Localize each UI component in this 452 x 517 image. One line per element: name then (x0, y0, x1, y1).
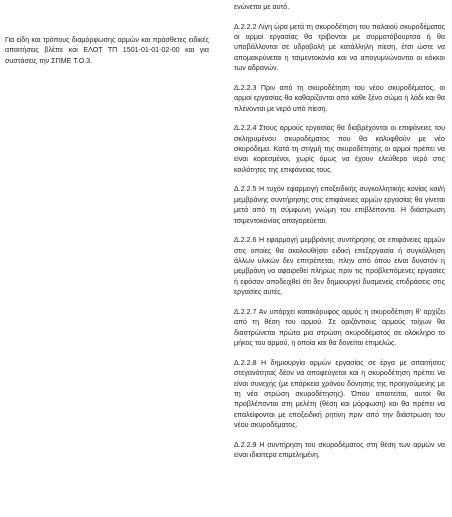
margin-note: Για είδη και τρόπους διαμόρφωσης αρμών και πρόσθετες ειδικές απαιτήσεις βλέπε και ΕΛΟΤ ΤΠ 1501-01-01-02-00 και για συστάσεις την ΣΠΜΕ Τ.Ο.3. (5, 36, 209, 65)
paragraph-d-2-2-9: Δ.2.2.9 Η συντήρηση του σκυροδέματος στη θέση των αρμών να είναι ιδιαίτερα επιμελημένη. (234, 440, 445, 460)
paragraph-d-2-2-2: Δ.2.2.2 Λίγη ώρα μετά τη σκυροδέτηση του παλαιού σκυροδέματος οι αρμοί εργασίας θα τρίβονται με συρματόβουρτσα ή θα υποβάλλονται σε υδροβολή με κατάλληλη πίεση, έτσι ώστε να απομακρύνεται η τσιμεντοκονία και να απογυμνώνονται οι κόκκοι των αδρανών. (234, 22, 445, 73)
paragraph-d-2-2-8: Δ.2.2.8 Η δημιουργία αρμών εργασίας σε έργα με απαιτήσεις στεγανότητας δέον να αποφεύγεται και η σκυροδέτηση πρέπει να είναι συνεχής (με επάρκεια χρόνου δόνησης της προηγούμενης με τη νέα στρώση σκυροδέτησης). Όπου απαιτείται, αυτοί θα προβλέπονται στη μελέτη (θέση και μόρφωση) και θα πρέπει να επαλείφονται με εποξειδική ρητίνη πριν από την διάστρωση του νέου σκυροδέματος. (234, 358, 445, 430)
paragraph-d-2-2-7: Δ.2.2.7 Αν υπάρχει κατακόρυφος αρμός η σκυροδέτηση θ' αρχίζει από τη θέση του αρμού. Σε οριζόντιους αρμούς τοίχων θα διαστρώνεται πρώτα μια στρώση σκυροδέματος σε ολόκληρο το μήκος του αρμού, η οποία και θα δονείται επιμελώς. (234, 307, 445, 348)
paragraph-continuation: ενώνεται με αυτό. (234, 3, 290, 11)
paragraph-d-2-2-3: Δ.2.2.3 Πριν από τη σκυροδέτηση του νέου σκυροδέματος, οι αρμοί εργασίας θα καθαρίζονται από κάθε ξένο σώμα ή λάδι και θα πλένονται με νερό υπό πίεση. (234, 83, 445, 113)
paragraph-d-2-2-4: Δ.2.2.4 Στους αρμούς εργασίας θα διαβρέχονται οι επιφάνειες του σκληρυμένου σκυροδέματος που θα καλυφθούν με νέο σκυρόδεμα. Κατά τη στιγμή της σκυροδέτησης οι αρμοί πρέπει να είναι κορεσμένοι, χωρίς όμως να έχουν ελεύθερο νερό στις κοιλότητες της επιφάνειας τους. (234, 124, 445, 174)
main-text-column (234, 2, 445, 470)
paragraph-d-2-2-6: Δ.2.2.6 Η εφαρμογή μεμβράνης συντήρησης σε επιφάνειες αρμών στις οποίες θα ακολουθήσει ειδική επεξεργασία ή συγκόλληση άλλων υλικών δεν επιτρέπεται, πλην από όπου είναι δυνατόν η μεμβράνη να αφαιρεθεί πλήρως πριν τις προβλεπόμενες εργασίες ή εφόσον αποδειχθεί ότι δεν δημιουργεί δυσμενείς επιδράσεις στις εργασίες αυτές. (234, 236, 445, 297)
paragraph-d-2-2-5: Δ.2.2.5 Η τυχόν εφαρμογή εποξειδικής συγκολλητικής κονίας και/ή μεμβράνης συντήρησης στις επιφάνειες αρμών εργασίας θα γίνεται μετά από τη σύμφωνη γνώμη του επιβλέποντα. Η διάστρωση τσιμεντοκονίας απαγορεύεται. (234, 185, 445, 225)
